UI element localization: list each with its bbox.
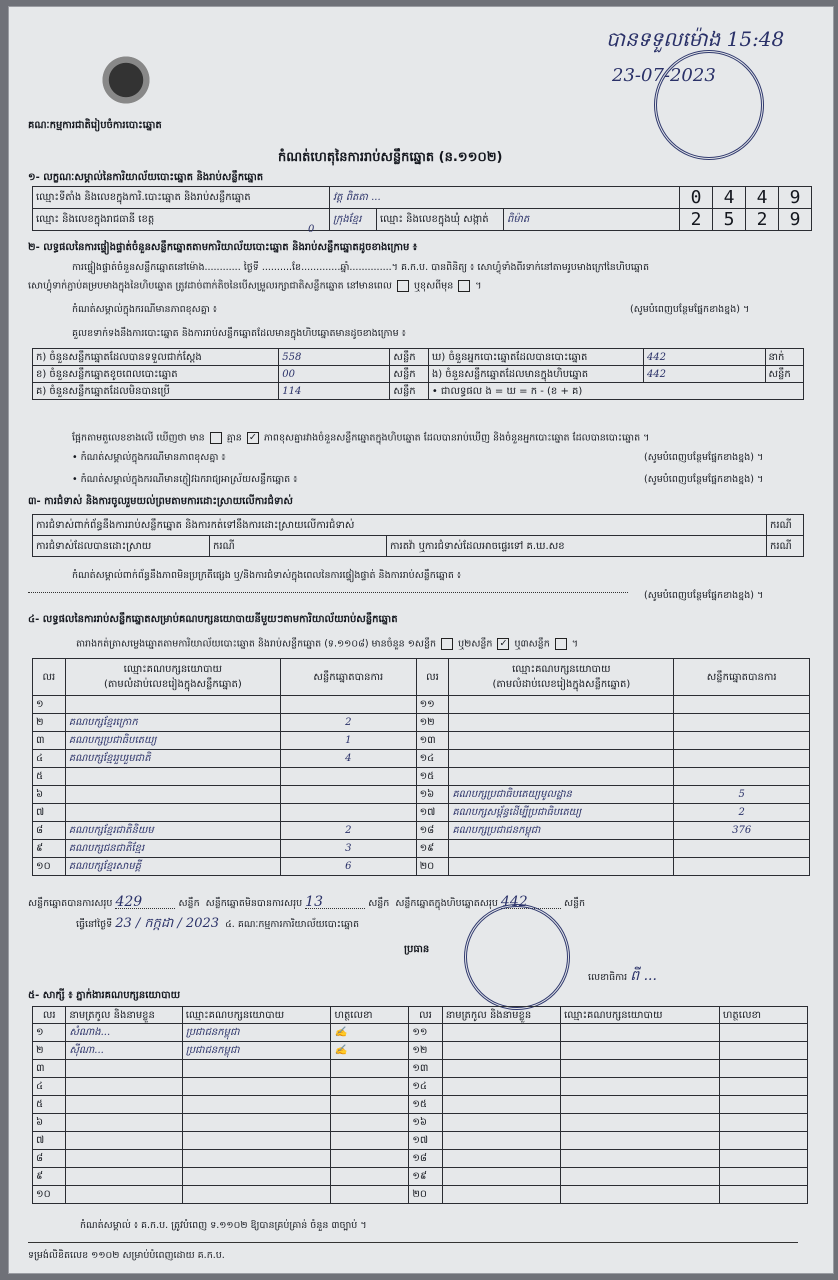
row2-digit: 2 [746,209,779,231]
party-name: គណបក្សខ្មែរសាមគ្គី [65,858,280,876]
party-no: ២ [33,714,66,732]
party-name [449,768,674,786]
col-no: លរ [33,1007,66,1024]
box-checkbox[interactable] [458,280,470,292]
party-no: ១ [33,696,66,714]
row-e-value: 442 [643,366,765,383]
party-votes [674,696,810,714]
witness-no: ៥ [33,1096,66,1114]
box-checkbox[interactable] [210,432,222,444]
row1-digit: 9 [779,187,812,209]
party-votes: 1 [281,732,417,750]
witness-no: ១០ [33,1186,66,1204]
party-name [449,732,674,750]
secretary-line [588,970,657,984]
witness-party [182,1168,331,1186]
row-e-label: ង) ចំនួនសន្លឹកឆ្នោតដែលមានក្នុងហិបឆ្នោត [428,366,643,383]
total-valid-unit: សន្លឹក [178,898,200,909]
row2-label2: ឈ្មោះ និងលេខក្នុងឃុំ សង្កាត់ [377,209,504,231]
total-invalid-value: 13 [305,896,365,909]
witness-signature [719,1024,807,1042]
witness-signature [719,1096,807,1114]
date-line [76,918,359,931]
party-no: ១៥ [416,768,449,786]
witness-party [561,1186,720,1204]
section-4-heading: ៤- លទ្ធផលនៃការរាប់សន្លឹកឆ្នោតសម្រាប់គណបក្សនយោបាយនីមួយៗតាមការិយាល័យរាប់សន្លឹកឆ្នោត [28,614,398,625]
formula-note: • ជាលទ្ធផល ង = ឃ = ក - (ខ + គ) [428,383,803,400]
witness-no: ១៧ [409,1132,442,1150]
col-no: លរ [416,659,449,696]
row-b-label: ខ) ចំនួនសន្លឹកឆ្នោតខូចពេលបោះឆ្នោត [33,366,279,383]
party-votes [674,840,810,858]
witness-no: ៩ [33,1168,66,1186]
table-row [33,1060,808,1078]
party-votes: 2 [281,822,417,840]
witness-signature [331,1168,409,1186]
chief-label: ប្រធាន [404,944,430,955]
row2-digit: 5 [713,209,746,231]
received-stamp-icon [654,50,764,160]
col-votes: សន្លឹកឆ្នោតបានការ [674,659,810,696]
witness-table [32,1006,808,1204]
party-no: ១១ [416,696,449,714]
row-c-unit: សន្លឹក [390,383,428,400]
row1-digit: 0 [680,187,713,209]
witness-no: ៧ [33,1132,66,1150]
party-votes [674,858,810,876]
witness-signature: ✍ [331,1042,409,1060]
party-name: គណបក្សប្រជាធិបតេយ្យមូលដ្ឋាន [449,786,674,804]
party-name [65,696,280,714]
table-row [33,786,810,804]
dotted-line [28,592,628,593]
party-votes: 376 [674,822,810,840]
opt-changed: ឬខុសពីមុន [414,280,454,292]
witness-signature [331,1096,409,1114]
section-2-para3: កំណត់សម្គាល់ក្នុងករណីមានភាពខុសគ្នា ៖ [72,304,217,315]
witness-signature [331,1060,409,1078]
witness-no: ១៣ [409,1060,442,1078]
party-name [449,858,674,876]
col-votes: សន្លឹកឆ្នោតបានការ [281,659,417,696]
box-checkbox-checked[interactable]: ✓ [497,638,509,650]
col-no: លរ [409,1007,442,1024]
document-page [8,6,834,1274]
section-2-para5 [72,432,649,445]
table-row [33,1150,808,1168]
col-name: នាមត្រកូល និងនាមខ្លួន [442,1007,560,1024]
party-name: គណបក្សប្រជាជនកម្ពុជា [449,822,674,840]
witness-signature [331,1150,409,1168]
witness-name [442,1096,560,1114]
bullet-2-note: (សូមបំពេញបន្ថែមផ្នែកខាងខ្នង) ។ [644,474,764,485]
witness-no: ២ [33,1042,66,1060]
table-row [33,1096,808,1114]
witness-signature [331,1186,409,1204]
witness-name [442,1024,560,1042]
row2-digit: 9 [779,209,812,231]
party-no: ២០ [416,858,449,876]
table-row [33,696,810,714]
witness-name [442,1078,560,1096]
party-votes [281,786,417,804]
table-row [33,1186,808,1204]
objection-resolved: ការជំទាស់ដែលបានដោះស្រាយ [33,536,210,557]
witness-party [561,1114,720,1132]
objection-resolved-unit: ករណី [210,536,387,557]
bullet-1: • កំណត់សម្គាល់ក្នុងករណីមានភាពខុសគ្នា ៖ [72,452,226,463]
witness-name: សំណាង... [66,1024,182,1042]
row2-digit: 2 [680,209,713,231]
nec-logo-icon [96,50,156,110]
section-5-heading: ៥- សាក្សី ៖ ភ្នាក់ងារគណបក្សនយោបាយ [28,990,181,1001]
witness-no: ៤ [33,1078,66,1096]
table-row [33,1078,808,1096]
party-name: គណបក្សខ្មែរក្រោក [65,714,280,732]
para5-none: គ្មាន [226,432,242,444]
witness-party: ប្រជាជនកម្ពុជា [182,1024,331,1042]
objection-row1-unit: ករណី [767,515,804,536]
party-no: ១៤ [416,750,449,768]
party-votes [674,768,810,786]
witness-party [182,1150,331,1168]
page-title: កំណត់ហេតុនៃការរាប់សន្លឹកឆ្នោត (ន.១១០២) [278,150,503,165]
witness-signature [331,1132,409,1150]
section-5-footnote: កំណត់សម្គាល់ ៖ គ.ក.ប. ត្រូវបំពេញ ទ.១១០២ ឱ្យបានគ្រប់គ្រាន់ ចំនួន ៣ច្បាប់ ។ [80,1220,367,1231]
handwritten-received-date: 23-07-2023 [612,65,716,86]
party-name: គណបក្សខ្មែរជាតិនិយម [65,822,280,840]
bullet-2: • កំណត់សម្គាល់ក្នុងករណីមានភ្ញៀវឯករាជ្យអាស្រ័យសន្លឹកឆ្នោត ៖ [72,474,298,485]
witness-party [561,1168,720,1186]
table-row [33,768,810,786]
party-votes [674,732,810,750]
row-e-unit: សន្លឹក [765,366,804,383]
witness-name [442,1132,560,1150]
sub-three: ឬ៣សន្លឹក [514,638,550,650]
sub-text: តារាងកត់ត្រាសម្លេងឆ្នោតតាមការិយាល័យបោះឆ្នោត និងរាប់សន្លឹកឆ្នោត (ទ.១១០៨) មានចំនួន ១សន្លឹក [76,638,437,650]
date-label: ធ្វើនៅថ្ងៃទី [76,919,113,930]
party-name [449,750,674,768]
col-sign: ហត្ថលេខា [331,1007,409,1024]
witness-signature [719,1168,807,1186]
table-row [33,858,810,876]
table-row [33,822,810,840]
section-3-note: កំណត់សម្គាល់ពាក់ព័ន្ធនឹងភាពមិនប្រក្រតីផ្សេង ឬ/និងការជំទាស់ក្នុងពេលនៃការផ្ទៀងផ្ទាត់ និងការរាប់សន្លឹកឆ្នោត ៖ [72,570,462,581]
party-name: គណបក្សសម្ព័ន្ធដើម្បីប្រជាធិបតេយ្យ [449,804,674,822]
witness-name [66,1168,182,1186]
witness-signature: ✍ [331,1024,409,1042]
party-votes: 2 [674,804,810,822]
secretary-label: លេខាធិការ [588,972,628,983]
witness-name: ស៊ីណា... [66,1042,182,1060]
total-box-value: 442 [501,896,561,909]
witness-party: ប្រជាជនកម្ពុជា [182,1042,331,1060]
row-d-unit: នាក់ [765,349,804,366]
party-no: ១៦ [416,786,449,804]
section-3-heading: ៣- ការជំទាស់ និងការចូលរួមយល់ព្រមតាមការដោះស្រាយលើការជំទាស់ [28,496,293,507]
col-sign: ហត្ថលេខា [719,1007,807,1024]
para5-text: ផ្អែកតាមតួលេខខាងលើ ឃើញថា មាន [72,432,205,444]
witness-name [442,1114,560,1132]
party-no: ១០ [33,858,66,876]
party-votes: 6 [281,858,417,876]
witness-party [561,1060,720,1078]
witness-no: ១ [33,1024,66,1042]
para5-rest: ភាពខុសគ្នារវាងចំនួនសន្លឹកឆ្នោតក្នុងហិបឆ្នោត ដែលបានរាប់ឃើញ និងចំនួនអ្នកបោះឆ្នោត ដែលបានបោះឆ្នោត ។ [263,432,650,444]
section-2-para4: គួលខទាក់ទងនឹងការបោះឆ្នោត និងការរាប់សន្លឹកឆ្នោតដែលមានក្នុងហិបឆ្នោតមានដូចខាងក្រោម ៖ [72,328,406,339]
witness-no: ១៥ [409,1096,442,1114]
handwritten-received-time: បានទទួលម៉ោង 15:48 [606,27,785,51]
witness-no: ១៩ [409,1168,442,1186]
witness-name [66,1060,182,1078]
table-row [33,732,810,750]
party-no: ១៩ [416,840,449,858]
table-row [33,804,810,822]
witness-no: ៣ [33,1060,66,1078]
witness-no: ១១ [409,1024,442,1042]
witness-party [182,1186,331,1204]
party-votes: 5 [674,786,810,804]
witness-signature [719,1114,807,1132]
witness-name [442,1042,560,1060]
box-checkbox-checked[interactable]: ✓ [247,432,259,444]
col-no: លរ [33,659,66,696]
party-name: គណបក្សខ្មែររួបរួមជាតិ [65,750,280,768]
witness-party [182,1114,331,1132]
table-row [33,840,810,858]
row-a-label: ក) ចំនួនសន្លឹកឆ្នោតដែលបានទទួលជាក់ស្ដែង [33,349,279,366]
party-name [65,786,280,804]
witness-party [561,1042,720,1060]
party-votes: 3 [281,840,417,858]
witness-no: ៦ [33,1114,66,1132]
party-no: ៤ [33,750,66,768]
table-row [33,1114,808,1132]
witness-party [182,1060,331,1078]
witness-party [182,1132,331,1150]
witness-signature [719,1060,807,1078]
col-party: ឈ្មោះគណបក្សនយោបាយ [561,1007,720,1024]
party-name [65,804,280,822]
ballot-count-table [32,348,804,400]
witness-no: ១៤ [409,1078,442,1096]
party-name [449,696,674,714]
bullet-1-note: (សូមបំពេញបន្ថែមផ្នែកខាងខ្នង) ។ [644,452,764,463]
witness-name [442,1186,560,1204]
secretary-signature: ពី ... [630,968,657,984]
party-name: គណបក្សប្រជាធិបតេយ្យ [65,732,280,750]
table-row [33,714,810,732]
witness-signature [331,1078,409,1096]
party-no: ៥ [33,768,66,786]
party-no: ១៧ [416,804,449,822]
witness-party [561,1024,720,1042]
party-votes [281,768,417,786]
party-name [449,840,674,858]
witness-signature [331,1114,409,1132]
witness-name [442,1060,560,1078]
party-votes: 2 [281,714,417,732]
row1-label: ឈ្មោះទីតាំង និងលេខក្នុងការិ.បោះឆ្នោត និងរាប់សន្លឹកឆ្នោត [33,187,330,209]
objection-forwarded-unit: ករណី [767,536,804,557]
witness-signature [719,1132,807,1150]
party-no: ៦ [33,786,66,804]
box-checkbox[interactable] [397,280,409,292]
witness-signature [719,1150,807,1168]
section-2-para2: សោហ្វុំទាក់ភ្ជាប់គម្របមាងក្នុងនៃហិបឆ្នោត ត្រូវដាច់ពាក់តិចនៃបើសម្រួលរក្សាជាតិសន្លឹកឆ្នោត នៅមានពេល ឬខុសពីមុន ។ [28,280,482,292]
row-b-unit: សន្លឹក [390,366,428,383]
row-c-value: 114 [279,383,390,400]
witness-party [182,1096,331,1114]
witness-party [182,1078,331,1096]
witness-party [561,1096,720,1114]
witness-name [66,1150,182,1168]
objection-forwarded: ការតវ៉ា ឬការជំទាស់ដែលអាចផ្ទេរទៅ គ.ឃ.សខ [387,536,767,557]
section-2-para1: ការផ្ទៀងផ្ទាត់ចំនួនសន្លឹកឆ្នោតនៅម៉ោង............ ថ្ងៃទី ..........ខែ.............ឆ្នាំ..............។ គ.ក.ប. បានពិនិត្យ ៖ សោហ្វុំទាំងពីរទាក់នៅតាមរូបមាងក្រៅនៃហិបឆ្នោត [72,262,649,273]
section-3-fill-note: (សូមបំពេញបន្ថែមផ្នែកខាងខ្នង) ។ [644,590,764,601]
party-no: ៨ [33,822,66,840]
witness-party [561,1132,720,1150]
row-b-value: 00 [279,366,390,383]
sub-two: ឬ២សន្លឹក [458,638,493,650]
party-votes [281,696,417,714]
witness-name [66,1096,182,1114]
table-row [33,1024,808,1042]
section-2-heading: ២- លទ្ធផលនៃការផ្ទៀងផ្ទាត់ចំនួនសន្លឹកឆ្នោតតាមការិយាល័យបោះឆ្នោត និងរាប់សន្លឹកឆ្នោតដូចខាងក្រោម ៖ [28,242,418,253]
row2-value2: ពិម៉ាត [504,209,680,231]
row-c-label: គ) ចំនួនសន្លឹកឆ្នោតដែលមិនបានប្រើ [33,383,279,400]
row2-value: ក្រុងខ្មែរ [330,209,377,231]
party-votes: 4 [281,750,417,768]
witness-name [66,1078,182,1096]
table-row [33,1042,808,1060]
row-d-value: 442 [643,349,765,366]
witness-no: ៨ [33,1150,66,1168]
box-checkbox[interactable] [441,638,453,650]
witness-name [66,1114,182,1132]
witness-party [561,1078,720,1096]
footer-rule [28,1242,798,1243]
box-checkbox[interactable] [555,638,567,650]
total-valid-label: សន្លឹកឆ្នោតបានការសរុប [28,898,113,909]
witness-party [561,1150,720,1168]
col-party: ឈ្មោះគណបក្សនយោបាយ [182,1007,331,1024]
witness-name [66,1132,182,1150]
witness-name [442,1168,560,1186]
objection-table [32,514,804,557]
witness-name [66,1186,182,1204]
para2-text: សោហ្វុំទាក់ភ្ជាប់គម្របមាងក្នុងនៃហិបឆ្នោត ត្រូវដាច់ពាក់តិចនៃបើសម្រួលរក្សាជាតិសន្លឹកឆ្នោត នៅមានពេល [28,280,392,292]
objection-row1: ការជំទាស់ពាក់ព័ន្ធនឹងការរាប់សន្លឹកឆ្នោត និងការកត់ទៅនឹងការដោះស្រាយលើការជំទាស់ [33,515,767,536]
witness-no: ១៦ [409,1114,442,1132]
row-a-unit: សន្លឹក [390,349,428,366]
total-box-unit: សន្លឹក [563,898,586,909]
committee-sign-label: ៤. គណៈកម្មការការិយាល័យបោះឆ្នោត [225,919,360,930]
witness-signature [719,1078,807,1096]
party-votes [674,714,810,732]
committee-label: គណៈកម្មការជាតិរៀបចំការបោះឆ្នោត [28,120,162,131]
party-results-table [32,658,810,876]
party-no: ១៨ [416,822,449,840]
witness-signature [719,1042,807,1060]
col-name: នាមត្រកូល និងនាមខ្លួន [66,1007,182,1024]
witness-name [442,1150,560,1168]
party-name [449,714,674,732]
row-a-value: 558 [279,349,390,366]
total-invalid-unit: សន្លឹក [368,898,390,909]
party-no: ១២ [416,714,449,732]
row1-digit: 4 [746,187,779,209]
party-name [65,768,280,786]
party-no: ១៣ [416,732,449,750]
witness-signature [719,1186,807,1204]
row1-digit: 4 [713,187,746,209]
party-name: គណបក្សជនជាតិខ្មែរ [65,840,280,858]
total-valid-value: 429 [115,896,175,909]
section-1-table [32,186,812,231]
section-4-sub: តារាងកត់ត្រាសម្លេងឆ្នោតតាមការិយាល័យបោះឆ្នោត និងរាប់សន្លឹកឆ្នោត (ទ.១១០៨) មានចំនួន ១សន្លឹក ឬ២សន្លឹក ✓ ឬ៣សន្លឹក ។ [76,638,579,650]
party-votes [281,804,417,822]
official-stamp-icon [464,904,570,1010]
party-no: ៣ [33,732,66,750]
total-box-label: សន្លឹកឆ្នោតក្នុងហិបឆ្នោតសរុប [395,898,498,909]
row1-value: វត្ត ពិតតា ... [330,187,680,209]
col-party: ឈ្មោះគណបក្សនយោបាយ (តាមលំដាប់លេខរៀងក្នុងសន្លឹកឆ្នោត) [65,659,280,696]
row2-label: ឈ្មោះ និងលេខក្នុងរាជធានី ខេត្ត [33,209,330,231]
party-no: ៩ [33,840,66,858]
table-row [33,750,810,768]
table-row [33,1132,808,1150]
witness-no: ២០ [409,1186,442,1204]
table-row [33,1168,808,1186]
row-d-label: ឃ) ចំនួនអ្នកបោះឆ្នោតដែលបានបោះឆ្នោត [428,349,643,366]
witness-no: ១២ [409,1042,442,1060]
date-value: 23 / កក្កដា / 2023 [115,916,220,931]
row2-digits2-first: 0 [308,224,315,235]
footer-text: ទម្រង់លិខិតលេខ ១១០២ សម្រាប់បំពេញដោយ គ.ក.ប. [28,1250,225,1261]
witness-no: ១៨ [409,1150,442,1168]
party-no: ៧ [33,804,66,822]
section-1-heading: ១- លក្ខណៈសម្គាល់នៃការិយាល័យបោះឆ្នោត និងរាប់សន្លឹកឆ្នោត [28,172,264,183]
col-party: ឈ្មោះគណបក្សនយោបាយ (តាមលំដាប់លេខរៀងក្នុងសន្លឹកឆ្នោត) [449,659,674,696]
para3-fill-note: (សូមបំពេញបន្ថែមផ្នែកខាងខ្នង) ។ [630,304,750,315]
total-invalid-label: សន្លឹកឆ្នោតមិនបានការសរុប [205,898,303,909]
party-votes [674,750,810,768]
